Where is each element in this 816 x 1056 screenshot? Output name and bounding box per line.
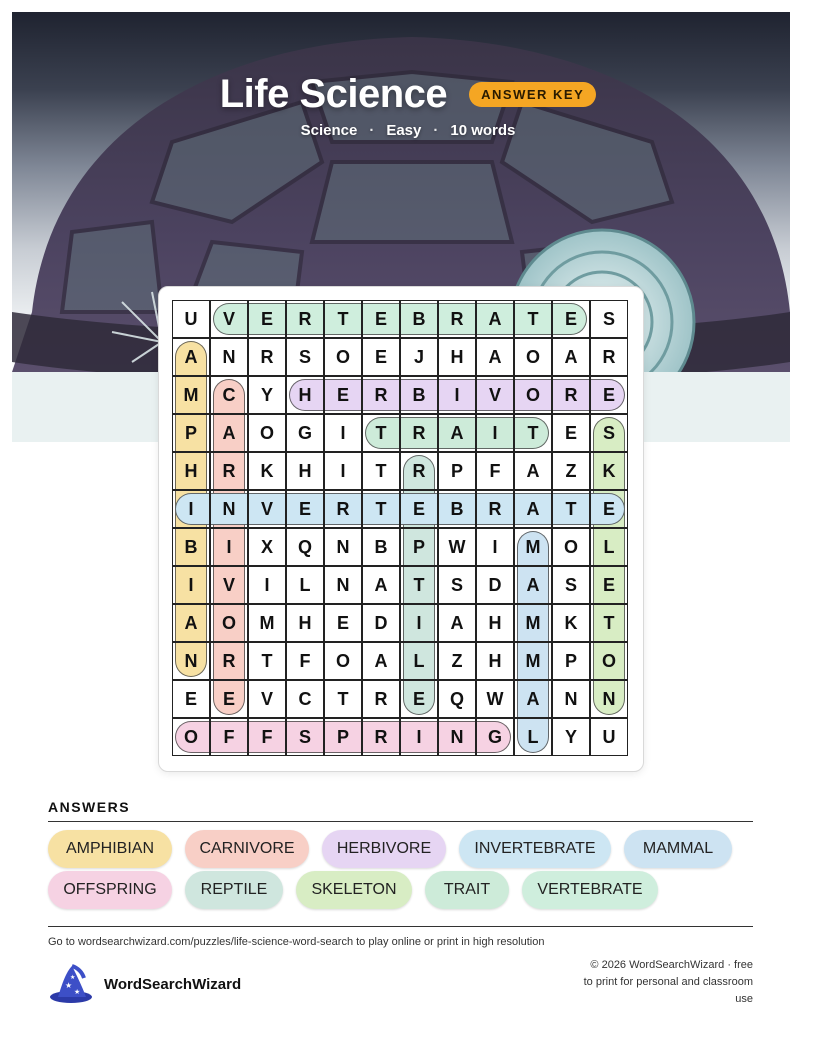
grid-cell[interactable]: E (172, 680, 210, 718)
title-row (0, 72, 816, 117)
grid-cell[interactable]: A (210, 414, 248, 452)
grid-cell[interactable]: E (590, 566, 628, 604)
grid-cell[interactable]: R (210, 642, 248, 680)
grid-cell[interactable]: B (172, 528, 210, 566)
grid-cell[interactable]: J (400, 338, 438, 376)
grid-cell[interactable]: E (286, 490, 324, 528)
grid-cell[interactable]: I (400, 718, 438, 756)
grid-cell[interactable]: V (248, 490, 286, 528)
grid-cell[interactable]: F (476, 452, 514, 490)
grid-cell[interactable]: O (324, 642, 362, 680)
grid-cell[interactable]: P (324, 718, 362, 756)
grid-cell[interactable]: L (514, 718, 552, 756)
grid-cell[interactable]: B (362, 528, 400, 566)
grid-cell[interactable]: O (172, 718, 210, 756)
grid-cell[interactable]: T (324, 300, 362, 338)
grid-cell[interactable]: M (248, 604, 286, 642)
grid-cell[interactable]: T (400, 566, 438, 604)
grid-cell[interactable]: E (210, 680, 248, 718)
grid-cell[interactable]: A (514, 452, 552, 490)
grid-cell[interactable]: F (286, 642, 324, 680)
divider (48, 926, 753, 927)
grid-cell[interactable]: A (552, 338, 590, 376)
answer-chip-skeleton: SKELETON (296, 871, 412, 909)
grid-cell[interactable]: R (248, 338, 286, 376)
grid-cell[interactable]: U (172, 300, 210, 338)
grid-cell[interactable]: T (362, 452, 400, 490)
grid-cell[interactable]: I (248, 566, 286, 604)
grid-cell[interactable]: W (438, 528, 476, 566)
grid-cell[interactable]: A (438, 414, 476, 452)
answer-chip-invertebrate: INVERTEBRATE (459, 830, 611, 868)
grid-cell[interactable]: I (210, 528, 248, 566)
grid-cell[interactable]: R (362, 376, 400, 414)
grid-cell[interactable]: S (590, 300, 628, 338)
grid-cell[interactable]: S (286, 338, 324, 376)
grid-cell[interactable]: N (590, 680, 628, 718)
grid-cell[interactable]: I (324, 414, 362, 452)
grid-cell[interactable]: H (172, 452, 210, 490)
grid-cell[interactable]: N (210, 338, 248, 376)
grid-cell[interactable]: R (324, 490, 362, 528)
wizard-hat-icon (48, 964, 94, 1004)
grid-cell[interactable]: D (362, 604, 400, 642)
grid-cell[interactable]: R (286, 300, 324, 338)
grid-cell[interactable]: L (400, 642, 438, 680)
grid-cell[interactable]: D (476, 566, 514, 604)
meta-separator: · (369, 122, 375, 139)
grid-cell[interactable]: T (362, 490, 400, 528)
puzzle-meta (0, 122, 816, 139)
grid-cell[interactable]: Y (552, 718, 590, 756)
grid-cell[interactable]: G (476, 718, 514, 756)
grid-cell[interactable]: R (362, 718, 400, 756)
grid-cell[interactable]: B (400, 376, 438, 414)
grid-cell[interactable]: O (514, 376, 552, 414)
answer-chip-amphibian: AMPHIBIAN (48, 830, 172, 868)
grid-cell[interactable]: Q (438, 680, 476, 718)
brand-name: WordSearchWizard (104, 975, 242, 993)
grid-cell[interactable]: O (514, 338, 552, 376)
grid-cell[interactable]: A (438, 604, 476, 642)
grid-cell[interactable]: T (324, 680, 362, 718)
grid-cell[interactable]: T (362, 414, 400, 452)
grid-cell[interactable]: A (172, 338, 210, 376)
svg-text:★: ★ (74, 988, 81, 996)
answer-chip-mammal: MAMMAL (624, 830, 732, 868)
grid-cell[interactable]: E (324, 376, 362, 414)
grid-cell[interactable]: T (590, 604, 628, 642)
answer-chip-vertebrate: VERTEBRATE (522, 871, 658, 909)
grid-cell[interactable]: E (590, 490, 628, 528)
answer-chip-reptile: REPTILE (185, 871, 283, 909)
grid-cell[interactable]: E (324, 604, 362, 642)
grid-cell[interactable]: A (476, 338, 514, 376)
grid-cell[interactable]: F (210, 718, 248, 756)
grid-cell[interactable]: E (362, 338, 400, 376)
answer-chip-carnivore: CARNIVORE (185, 830, 309, 868)
grid-cell[interactable]: P (400, 528, 438, 566)
grid-cell[interactable]: O (248, 414, 286, 452)
grid-cell[interactable]: I (172, 490, 210, 528)
svg-text:★: ★ (65, 981, 73, 990)
grid-cell[interactable]: M (514, 528, 552, 566)
grid-cell[interactable]: W (476, 680, 514, 718)
grid-cell[interactable]: S (438, 566, 476, 604)
grid-cell[interactable]: M (514, 642, 552, 680)
grid-cell[interactable]: L (286, 566, 324, 604)
grid-cell[interactable]: K (248, 452, 286, 490)
grid-cell[interactable]: P (438, 452, 476, 490)
grid-cell[interactable]: Y (248, 376, 286, 414)
grid-cell[interactable]: I (476, 528, 514, 566)
grid-cell[interactable]: N (438, 718, 476, 756)
grid-cell[interactable]: H (286, 604, 324, 642)
grid-cell[interactable]: T (514, 300, 552, 338)
grid-cell[interactable]: M (172, 376, 210, 414)
grid-cell[interactable]: M (514, 604, 552, 642)
grid-cell[interactable]: B (400, 300, 438, 338)
grid-cell[interactable]: E (552, 414, 590, 452)
grid-cell[interactable]: B (438, 490, 476, 528)
grid-cell[interactable]: L (590, 528, 628, 566)
grid-cell[interactable]: T (514, 414, 552, 452)
answer-chip-offspring: OFFSPRING (48, 871, 172, 909)
grid-cell[interactable]: E (590, 376, 628, 414)
copyright-text: © 2026 WordSearchWizard · free to print for personal and classroom use (583, 959, 753, 1005)
grid-cell[interactable]: O (590, 642, 628, 680)
grid-cell[interactable]: E (552, 300, 590, 338)
grid-cell[interactable]: X (248, 528, 286, 566)
grid-cell[interactable]: I (438, 376, 476, 414)
grid-cell[interactable]: K (590, 452, 628, 490)
grid-cell[interactable]: H (476, 604, 514, 642)
grid-cell[interactable]: A (476, 300, 514, 338)
grid-cell[interactable]: C (286, 680, 324, 718)
grid-cell[interactable]: O (324, 338, 362, 376)
footer-link-text[interactable]: Go to wordsearchwizard.com/puzzles/life-science-word-search to play online or print in high resolution (48, 936, 545, 948)
meta-category: Science (300, 122, 358, 139)
grid-cell[interactable]: Q (286, 528, 324, 566)
grid-cell[interactable]: I (400, 604, 438, 642)
grid-cell[interactable]: U (590, 718, 628, 756)
svg-text:★: ★ (70, 974, 76, 981)
grid-cell[interactable]: A (514, 566, 552, 604)
grid-cell[interactable]: I (476, 414, 514, 452)
page-title: Life Science (219, 72, 448, 116)
grid-cell[interactable]: E (248, 300, 286, 338)
divider (48, 821, 753, 822)
grid-cell[interactable]: V (210, 566, 248, 604)
brand (48, 964, 241, 1004)
grid-cell[interactable]: G (286, 414, 324, 452)
grid-cell[interactable]: E (400, 490, 438, 528)
grid-cell[interactable]: C (210, 376, 248, 414)
grid-cell[interactable]: R (210, 452, 248, 490)
grid-cell[interactable]: H (438, 338, 476, 376)
grid-cell[interactable]: N (324, 566, 362, 604)
answers-heading: ANSWERS (48, 799, 131, 815)
meta-word-count: 10 words (450, 122, 516, 139)
grid-cell[interactable]: P (172, 414, 210, 452)
grid-cell[interactable]: V (476, 376, 514, 414)
grid-cell[interactable]: V (248, 680, 286, 718)
letter-grid[interactable] (172, 300, 628, 756)
grid-cell[interactable]: R (476, 490, 514, 528)
grid-cell[interactable]: E (400, 680, 438, 718)
grid-cell[interactable]: H (286, 376, 324, 414)
grid-cell[interactable]: R (400, 414, 438, 452)
grid-cell[interactable]: N (172, 642, 210, 680)
grid-cell[interactable]: A (514, 490, 552, 528)
grid-cell[interactable]: P (552, 642, 590, 680)
grid-cell[interactable]: H (476, 642, 514, 680)
grid-cell[interactable]: Z (552, 452, 590, 490)
answer-chip-trait: TRAIT (425, 871, 509, 909)
meta-separator: · (433, 122, 439, 139)
grid-cell[interactable]: S (286, 718, 324, 756)
grid-cell[interactable]: R (400, 452, 438, 490)
grid-cell[interactable]: O (210, 604, 248, 642)
grid-cell[interactable]: F (248, 718, 286, 756)
meta-difficulty: Easy (386, 122, 422, 139)
grid-cell[interactable]: E (362, 300, 400, 338)
grid-cell[interactable]: H (286, 452, 324, 490)
grid-cell[interactable]: T (552, 490, 590, 528)
grid-cell[interactable]: R (438, 300, 476, 338)
grid-cell[interactable]: N (210, 490, 248, 528)
grid-cell[interactable]: O (552, 528, 590, 566)
grid-cell[interactable]: A (362, 642, 400, 680)
answer-chip-herbivore: HERBIVORE (322, 830, 446, 868)
grid-cell[interactable]: T (248, 642, 286, 680)
grid-cell[interactable]: K (552, 604, 590, 642)
grid-cell[interactable]: N (324, 528, 362, 566)
grid-cell[interactable]: Z (438, 642, 476, 680)
grid-cell[interactable]: R (590, 338, 628, 376)
grid-cell[interactable]: N (552, 680, 590, 718)
grid-cell[interactable]: A (172, 604, 210, 642)
grid-cell[interactable]: A (514, 680, 552, 718)
grid-cell[interactable]: A (362, 566, 400, 604)
grid-cell[interactable]: R (552, 376, 590, 414)
answer-key-badge: ANSWER KEY (469, 82, 596, 107)
grid-cell[interactable]: V (210, 300, 248, 338)
grid-cell[interactable]: I (172, 566, 210, 604)
grid-cell[interactable]: R (362, 680, 400, 718)
grid-cell[interactable]: S (590, 414, 628, 452)
grid-cell[interactable]: I (324, 452, 362, 490)
grid-cell[interactable]: S (552, 566, 590, 604)
